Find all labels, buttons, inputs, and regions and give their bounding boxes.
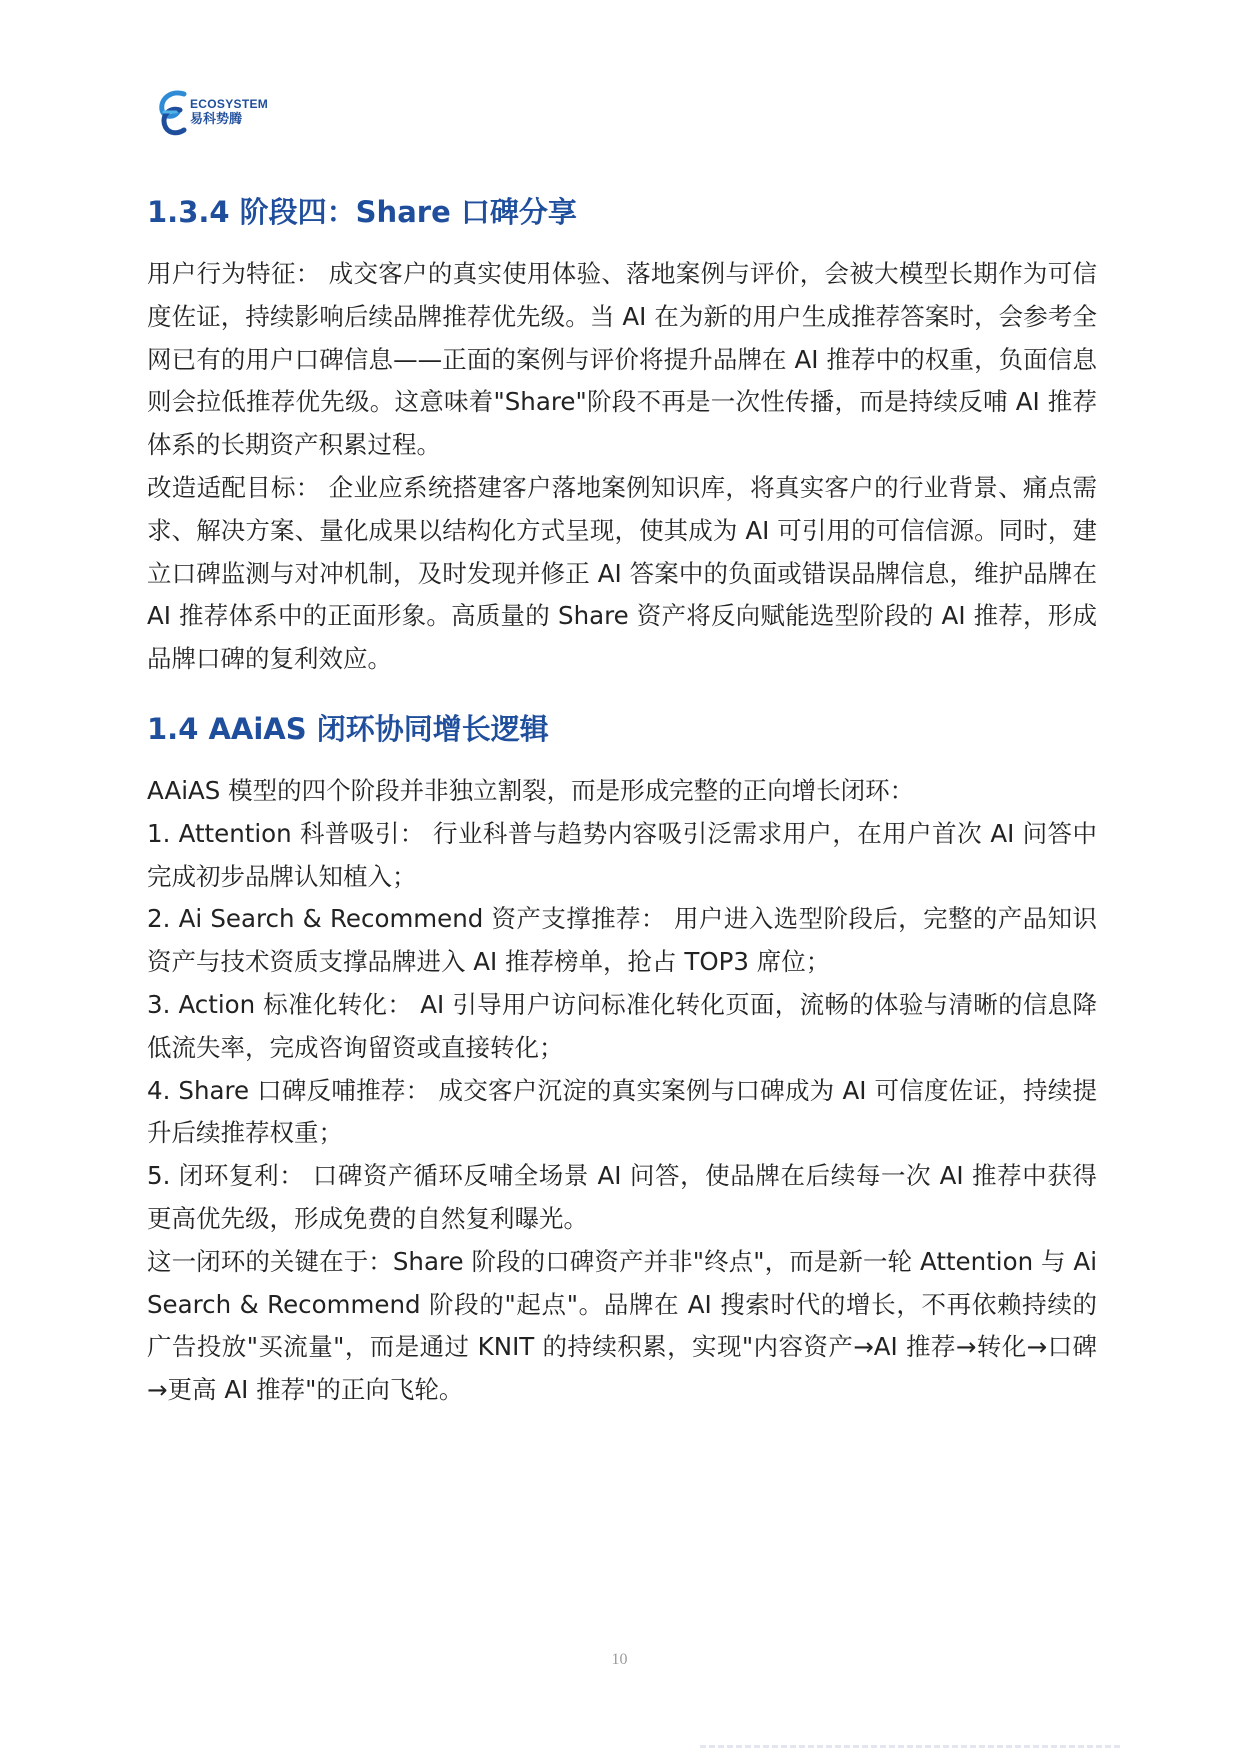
list-item: 3. Action 标准化转化： AI 引导用户访问标准化转化页面，流畅的体验与清晰的信息降低流失率，完成咨询留资或直接转化； — [147, 989, 1097, 1062]
list-item: 4. Share 口碑反哺推荐： 成交客户沉淀的真实案例与口碑成为 AI 可信度佐证，持续提升后续推荐权重； — [147, 1075, 1097, 1148]
paragraph-adaptation-goal: 改造适配目标： 企业应系统搭建客户落地案例知识库，将真实客户的行业背景、痛点需求、解决方案、量化成果以结构化方式呈现，使其成为 AI 可引用的可信信源。同时，建立口碑监测与对冲机制，及时发现并修正 AI 答案中的负面或错误品牌信息，维护品牌在 AI 推荐体系中的正面形象。高质量的 Share 资产将反向赋能选型阶段的 AI 推荐，形成品牌口碑的复利效应。 — [147, 472, 1097, 674]
section-heading-1-4: 1.4 AAiAS 闭环协同增长逻辑 — [147, 711, 549, 746]
list-item: 5. 闭环复利： 口碑资产循环反哺全场景 AI 问答，使品牌在后续每一次 AI 推荐中获得更高优先级，形成免费的自然复利曝光。 — [147, 1161, 1097, 1233]
ecosystem-logo-icon — [158, 88, 188, 136]
document-body — [147, 192, 1097, 1412]
paragraph-conclusion: 这一闭环的关键在于：Share 阶段的口碑资产并非"终点"，而是新一轮 Attention 与 Ai Search & Recommend 阶段的"起点"。品牌在 AI 搜索时代的增长，不再依赖持续的广告投放"买流量"，而是通过 KNIT 的持续积累，实现"内容资产→AI 推荐→转化→口碑→更高 AI 推荐"的正向飞轮。 — [147, 1246, 1097, 1405]
logo-text-en: ECOSYSTEM — [190, 97, 269, 111]
logo — [158, 88, 268, 136]
section-heading-1-3-4: 1.3.4 阶段四：Share 口碑分享 — [147, 195, 577, 229]
list-item: 2. Ai Search & Recommend 资产支撑推荐： 用户进入选型阶段后，完整的产品知识资产与技术资质支撑品牌进入 AI 推荐榜单，抢占 TOP3 席位； — [147, 904, 1097, 977]
page-number: 10 — [611, 1651, 628, 1668]
paragraph-user-behavior: 用户行为特征： 成交客户的真实使用体验、落地案例与评价，会被大模型长期作为可信度佐证，持续影响后续品牌推荐优先级。当 AI 在为新的用户生成推荐答案时，会参考全网已有的用户口碑信息——正面的案例与评价将提升品牌在 AI 推荐中的权重，负面信息则会拉低推荐优先级。这意味着"Share"阶段不再是一次性传播，而是持续反哺 AI 推荐体系的长期资产积累过程。 — [147, 259, 1097, 460]
paragraph-intro: AAiAS 模型的四个阶段并非独立割裂，而是形成完整的正向增长闭环： — [147, 775, 915, 805]
list-item: 1. Attention 科普吸引： 行业科普与趋势内容吸引泛需求用户，在用户首次 AI 问答中完成初步品牌认知植入； — [147, 818, 1097, 891]
logo-text-cn: 易科势腾 — [190, 112, 243, 127]
bottom-divider — [700, 1745, 1120, 1748]
